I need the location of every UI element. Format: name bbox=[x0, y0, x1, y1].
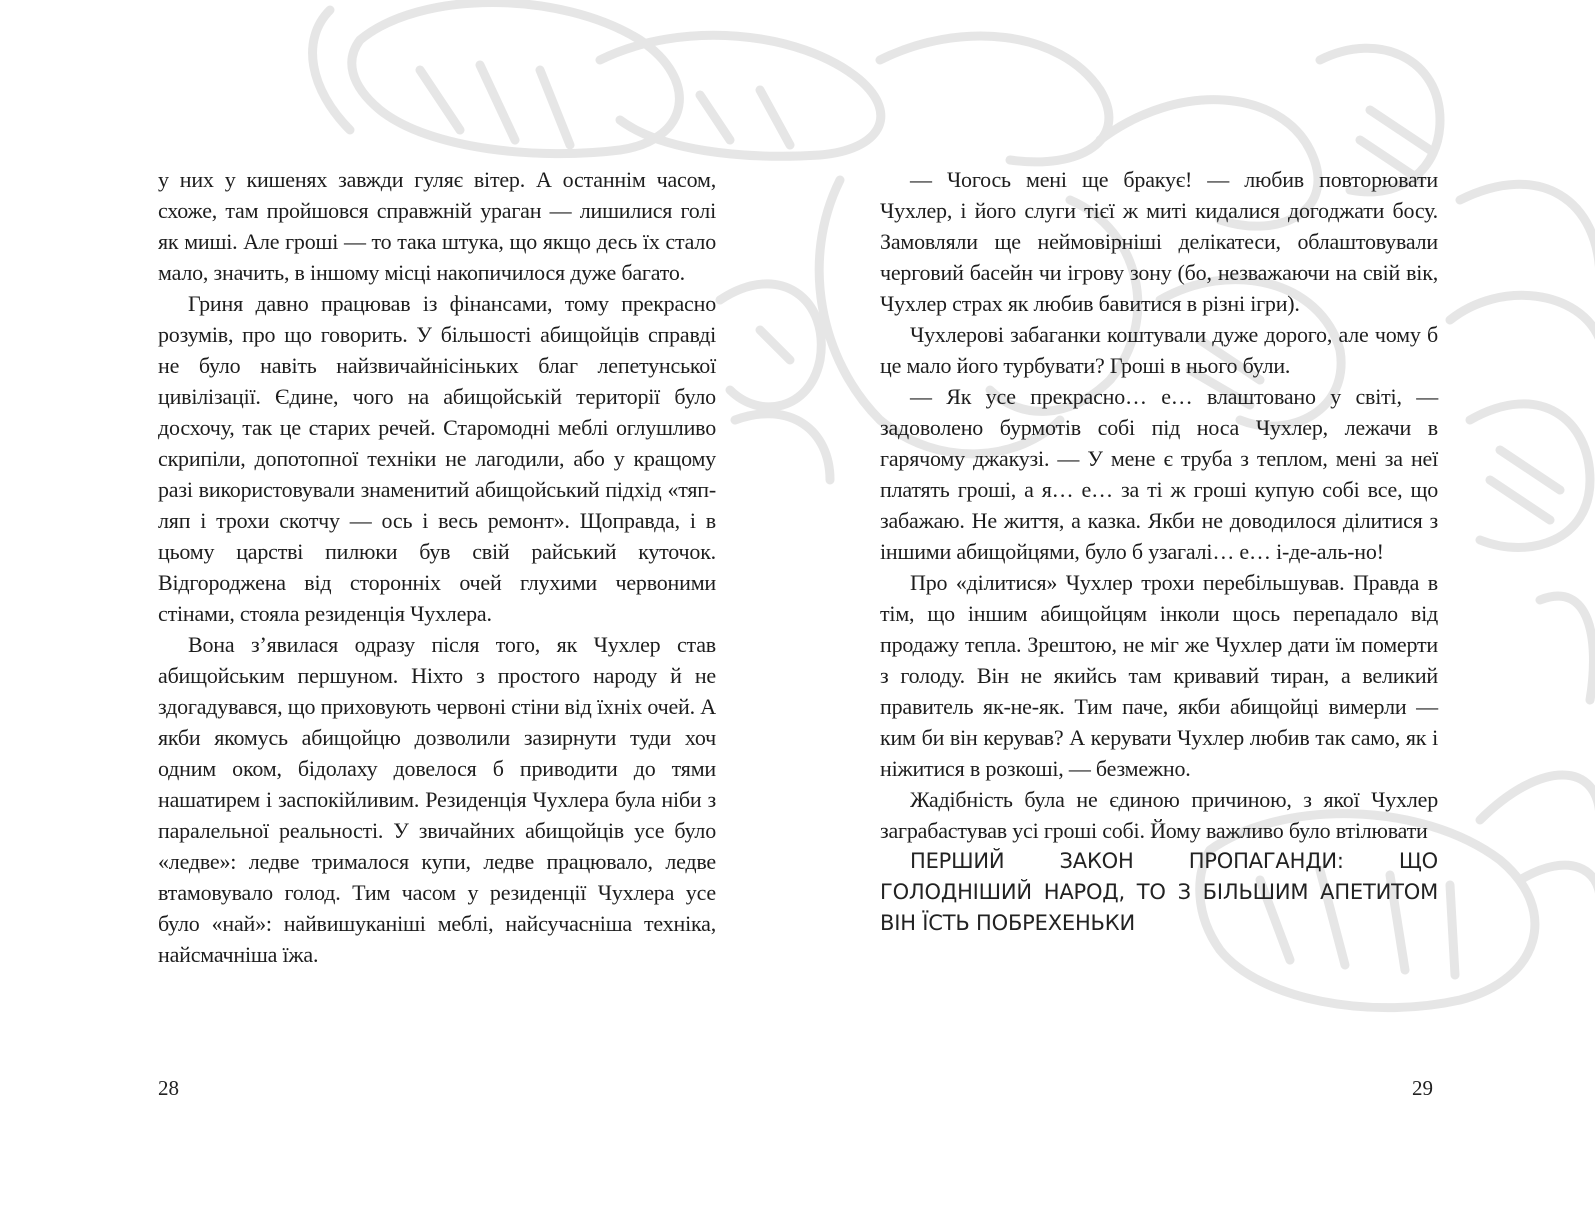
page-number-right: 29 bbox=[1412, 1076, 1433, 1100]
paragraph: Гриня давно працював із фінансами, тому прекрасно розумів, про що говорить. У більшості абищойців справді не було навіть найзвичайнісіньких благ лепетунської цивілізації. Єдине, чого на абищойській території було досхочу, так це старих речей. Старомодні меблі оглушливо скрипіли, допотопної техніки не лагодили, або у кращому разі використовували знаменитий абищойський підхід «тяп-ляп і трохи скотчу — ось і весь ремонт». Щоправда, і в цьому царстві пилюки був свій райський куточок. Відгороджена від сторонніх очей глухими червоними стінами, стояла резиденція Чухлера. bbox=[158, 291, 716, 626]
paragraph: — Чогось мені ще бракує! — любив повторювати Чухлер, і його слуги тієї ж миті кидалися догоджати босу. Замовляли ще неймовірніші делікатеси, облаштовували черговий басейн чи ігрову зону (бо, незважаючи на свій вік, Чухлер страх як любив бавитися в різні ігри). bbox=[880, 167, 1438, 316]
paragraph: у них у кишенях завжди гуляє вітер. А останнім часом, схоже, там пройшовся справжній ураган — лишилися голі як миші. Але гроші — то така штука, що якщо десь їх стало мало, значить, в іншому місці накопичилося дуже багато. bbox=[158, 167, 716, 285]
doodle-stroke bbox=[1460, 184, 1595, 280]
left-page-text bbox=[158, 164, 716, 970]
doodle-stroke bbox=[313, 10, 350, 130]
propaganda-law-heading: ПЕРШИЙ ЗАКОН ПРОПАГАНДИ: ЩО ГОЛОДНІШИЙ НАРОД, ТО З БІЛЬШИМ АПЕТИТОМ ВІН ЇСТЬ ПОБРЕХЕНЬКИ bbox=[880, 849, 1438, 935]
doodle-stroke bbox=[600, 35, 881, 156]
paragraph: Про «ділитися» Чухлер трохи перебільшував. Правда в тім, що іншим абищойцям інколи щось перепадало від продажу тепла. Зрештою, не міг же Чухлер дати їм померти з голоду. Він не якийсь там кривавий тиран, а великий правитель як-не-як. Тим паче, якби абищойці вимерли — ким би він керував? А керувати Чухлер любив так само, як і ніжитися в розкоші, — безмежно. bbox=[880, 570, 1438, 781]
paragraph: Вона з’явилася одразу після того, як Чухлер став абищойським першуном. Ніхто з простого народу й не здогадувався, що приховують червоні стіни від їхніх очей. А якби якомусь абищойцю дозволили зазирнути туди хоч одним оком, бідолаху довелося б приводити до тями нашатирем і заспокійливим. Резиденція Чухлера була ніби з паралельної реальності. У звичайних абищойців усе було «ледве»: ледве трималося купи, ледве працювало, ледве втамовувало голод. Тим часом у резиденції Чухлера усе було «най»: найвишуканіші меблі, найсучасніша техніка, найсмачніша їжа. bbox=[158, 632, 716, 967]
doodle-stroke bbox=[760, 330, 790, 360]
doodle-stroke bbox=[420, 65, 570, 145]
doodle-stroke bbox=[700, 90, 790, 145]
doodle-stroke bbox=[1480, 775, 1595, 820]
doodle-stroke bbox=[880, 36, 1109, 162]
doodle-stroke bbox=[1450, 295, 1595, 340]
right-page-text bbox=[880, 164, 1438, 939]
paragraph: — Як усе прекрасно… е… влаштовано у світі, — задоволено бурмотів собі під носа Чухлер, лежачи в гарячому джакузі. — У мене є труба з теплом, мені за неї платять гроші, а я… е… за ті ж гроші купую собі все, що забажаю. Не життя, а казка. Якби не доводилося ділитися з іншими абищойцями, було б узагалі… е… і-де-аль-но! bbox=[880, 384, 1438, 564]
paragraph: Чухлерові забаганки коштували дуже дорого, але чому б це мало його турбувати? Гроші в нього були. bbox=[880, 322, 1438, 378]
doodle-stroke bbox=[1470, 404, 1590, 548]
page-number-left: 28 bbox=[158, 1076, 179, 1100]
doodle-stroke bbox=[1540, 596, 1593, 700]
doodle-stroke bbox=[735, 414, 830, 480]
paragraph: Жадібність була не єдиною причиною, з якої Чухлер заграбастував усі гроші собі. Йому важливо було втілювати bbox=[880, 787, 1438, 843]
doodle-stroke bbox=[1490, 450, 1560, 520]
